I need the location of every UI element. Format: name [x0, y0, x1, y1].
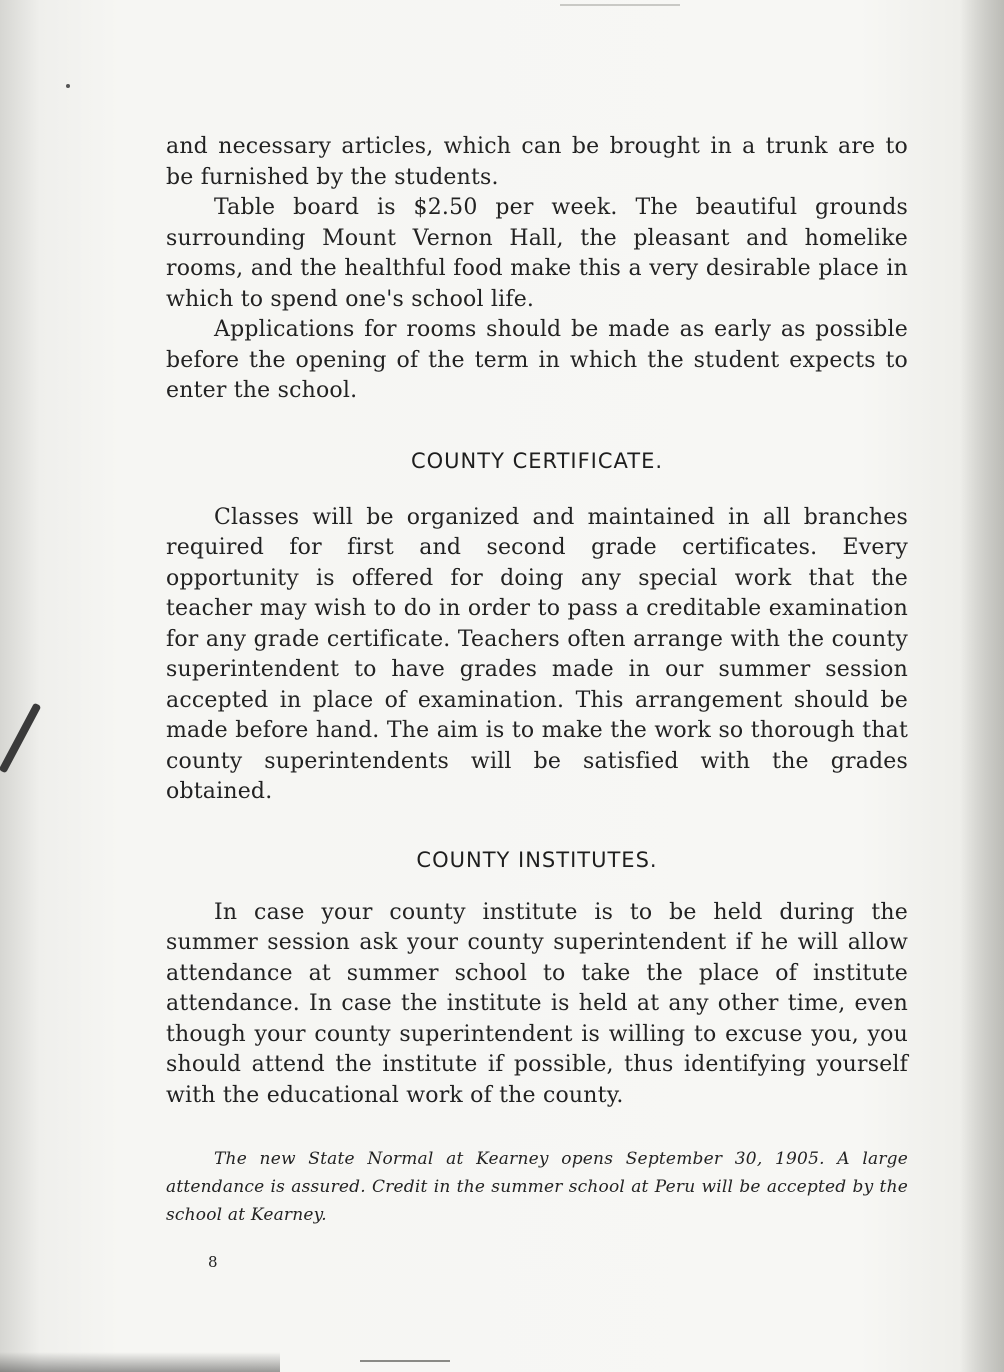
kearney-note: The new State Normal at Kearney opens September 30, 1905. A large attendance is assured. Credit in the summer school at Peru will be accepted by the school at Kearney. [166, 1149, 908, 1225]
heading-county-institutes: COUNTY INSTITUTES. [416, 847, 658, 872]
page-edge-shadow-right [960, 0, 1004, 1372]
page-edge-shadow-bottom [0, 1352, 280, 1372]
paragraph-county-certificate: Classes will be organized and maintained in all branches required for first and second grade certificates. Every opportunity is offered for doing any special work that the teacher may wish to do in order to pass a creditable examination for any grade certificate. Teachers often arrange with the county superintendent to have grades made in our summer session accepted in place of examination. This arrangement should be made before hand. The aim is to make the work so thorough that county superintendents will be satisfied with the grades obtained. [166, 504, 908, 804]
page-number: 8 [208, 1253, 218, 1271]
paragraph-county-institutes: In case your county institute is to be held during the summer session ask your county superintendent if he will allow attendance at summer school to take the place of institute attendance. In case the institute is held at any other time, even though your county superintendent is willing to excuse you, you should attend the institute if possible, thus identifying yourself with the educational work of the county. [166, 899, 908, 1108]
paragraph-applications: Applications for rooms should be made as early as possible before the opening of the term in which the student expects to enter the school. [166, 317, 908, 403]
page-edge-top [560, 4, 680, 6]
paragraph-continued: and necessary articles, which can be brought in a trunk are to be furnished by the students. [166, 134, 908, 190]
paragraph-table-board: Table board is $2.50 per week. The beautiful grounds surrounding Mount Vernon Hall, the pleasant and homelike rooms, and the healthful food make this a very desirable place in which to spend one's school life. [166, 195, 908, 312]
binding-mark [0, 703, 41, 774]
page-edge-line-bottom [360, 1360, 450, 1362]
ink-speck [66, 84, 70, 88]
page-content [166, 132, 908, 1271]
heading-county-certificate: COUNTY CERTIFICATE. [410, 448, 664, 473]
